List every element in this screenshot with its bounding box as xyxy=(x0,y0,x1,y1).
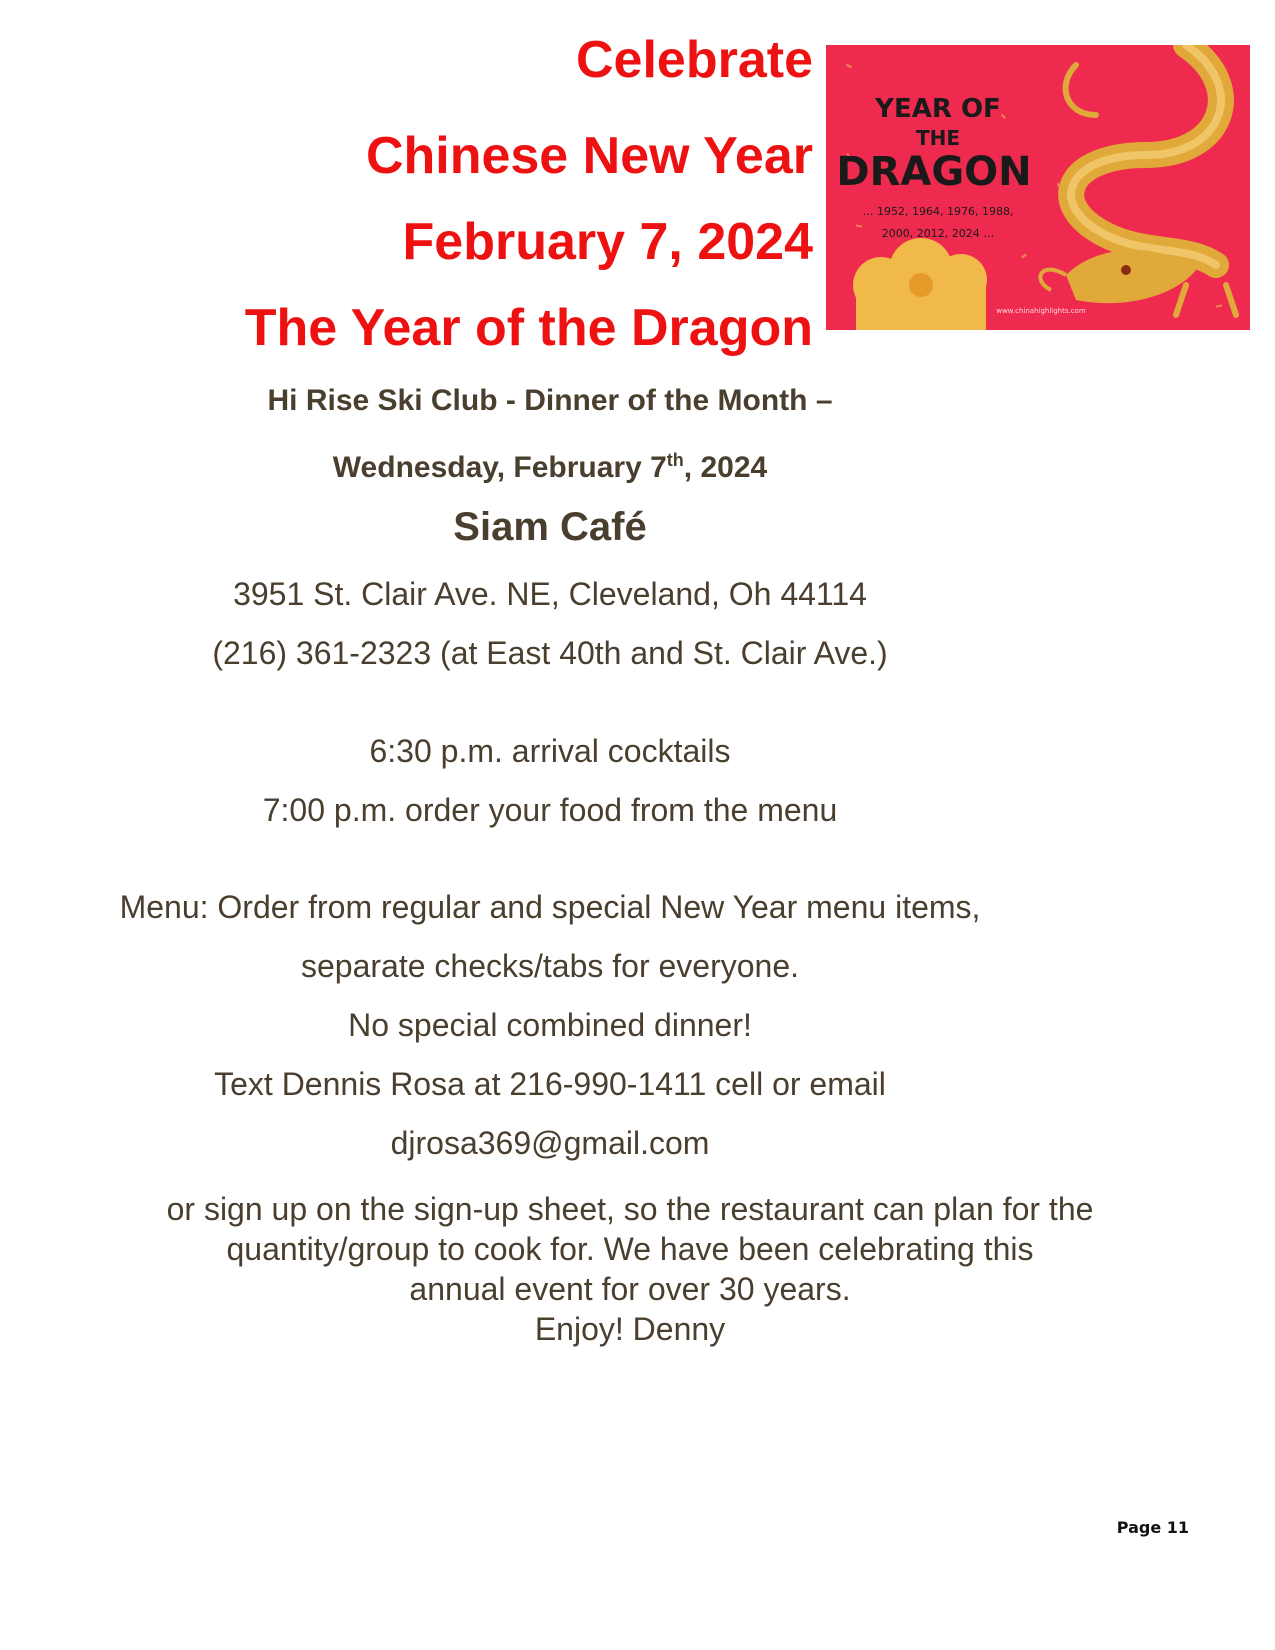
flyer-title-top: YEAR OF xyxy=(875,94,1001,124)
flyer-title-main: DRAGON xyxy=(836,149,1032,195)
event-date-suffix: , 2024 xyxy=(683,451,768,484)
contact-email: djrosa369@gmail.com xyxy=(390,1125,710,1161)
flyer-years-line2: 2000, 2012, 2024 … xyxy=(881,227,995,240)
contact-text-line: Text Dennis Rosa at 216-990-1411 cell or email xyxy=(214,1066,886,1102)
closing-paragraph xyxy=(100,1189,1160,1349)
venue-phone: (216) 361-2323 (at East 40th and St. Clair Ave.) xyxy=(212,635,888,671)
flyer-title-mid: THE xyxy=(915,126,961,150)
headline-year-of-dragon: The Year of the Dragon xyxy=(244,299,813,357)
page-number: Page 11 xyxy=(1116,1518,1189,1537)
headline-chinese-new-year: Chinese New Year xyxy=(365,127,813,185)
closing-line-3: annual event for over 30 years. xyxy=(409,1271,851,1307)
flyer-footer-url: www.chinahighlights.com xyxy=(996,307,1086,315)
event-date-prefix: Wednesday, February 7 xyxy=(332,451,667,484)
venue-address: 3951 St. Clair Ave. NE, Cleveland, Oh 44114 xyxy=(233,576,867,612)
closing-signoff: Enjoy! Denny xyxy=(534,1311,726,1347)
event-date-superscript: th xyxy=(666,450,684,470)
menu-line-1: Menu: Order from regular and special New Year menu items, xyxy=(119,889,981,925)
order-time: 7:00 p.m. order your food from the menu xyxy=(262,792,838,828)
year-of-dragon-flyer-image xyxy=(826,45,1250,330)
arrival-time: 6:30 p.m. arrival cocktails xyxy=(369,733,731,769)
headline-date: February 7, 2024 xyxy=(402,213,813,271)
flyer-years-line1: … 1952, 1964, 1976, 1988, xyxy=(862,205,1014,218)
menu-line-2: separate checks/tabs for everyone. xyxy=(300,948,800,984)
closing-line-1: or sign up on the sign-up sheet, so the restaurant can plan for the xyxy=(166,1191,1094,1227)
club-dinner-line: Hi Rise Ski Club - Dinner of the Month – xyxy=(267,384,833,417)
event-date xyxy=(0,440,1100,488)
menu-line-3: No special combined dinner! xyxy=(348,1007,752,1043)
headline-celebrate: Celebrate xyxy=(576,31,813,89)
closing-line-2: quantity/group to cook for. We have been celebrating this xyxy=(226,1231,1034,1267)
venue-name: Siam Café xyxy=(453,505,647,549)
